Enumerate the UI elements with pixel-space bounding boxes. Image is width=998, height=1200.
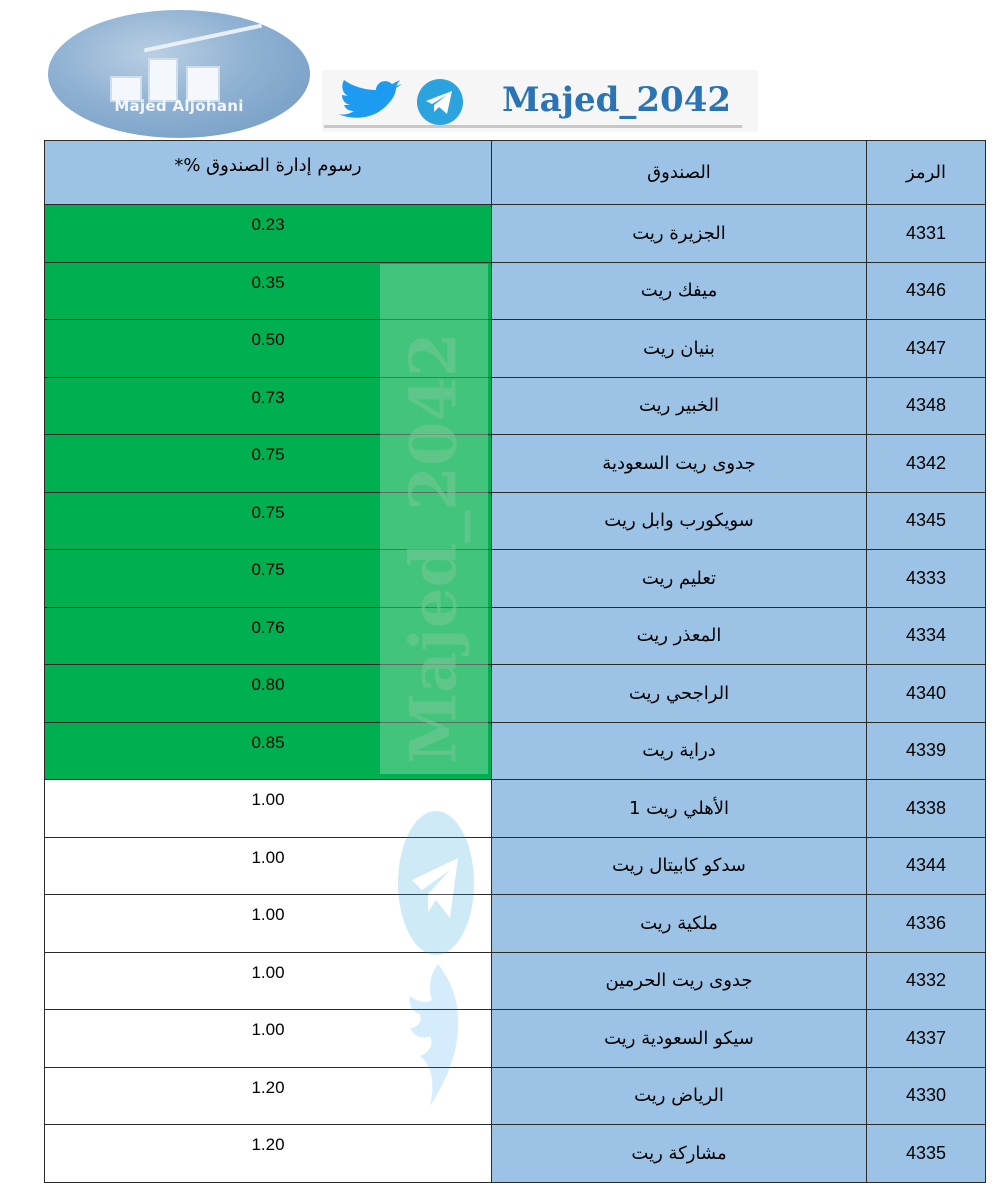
fund-name-cell: الخبير ريت: [492, 377, 867, 435]
fund-code-cell: 4344: [867, 837, 986, 895]
fee-cell: 0.35: [45, 262, 492, 320]
fee-cell: 0.50: [45, 320, 492, 378]
twitter-icon: [334, 80, 404, 124]
fund-name-cell: الجزيرة ريت: [492, 205, 867, 263]
fund-code-cell: 4338: [867, 780, 986, 838]
fund-code-cell: 4332: [867, 952, 986, 1010]
banner-underline: [324, 125, 742, 128]
table-row: [45, 492, 986, 550]
fee-cell: 0.75: [45, 550, 492, 608]
fund-code-cell: 4331: [867, 205, 986, 263]
handle-banner: [322, 70, 758, 132]
fee-cell: 0.80: [45, 665, 492, 723]
fee-cell: 0.75: [45, 435, 492, 493]
watermark-text: Majed_2042: [396, 332, 472, 764]
table-row: [45, 1067, 986, 1125]
logo: [48, 10, 310, 138]
fund-code-cell: 4339: [867, 722, 986, 780]
fund-name-cell: سويكورب وابل ريت: [492, 492, 867, 550]
fund-code-cell: 4345: [867, 492, 986, 550]
fund-code-cell: 4340: [867, 665, 986, 723]
fee-cell: 0.85: [45, 722, 492, 780]
handle-text: Majed_2042: [502, 80, 732, 120]
table-row: [45, 895, 986, 953]
table-row: [45, 665, 986, 723]
fee-cell: 1.20: [45, 1125, 492, 1183]
logo-arrow: [144, 24, 262, 53]
table-row: [45, 205, 986, 263]
header-code: الرمز: [867, 141, 986, 205]
fund-name-cell: سدكو كابيتال ريت: [492, 837, 867, 895]
table-row: [45, 607, 986, 665]
fee-cell: 0.73: [45, 377, 492, 435]
table-row: [45, 262, 986, 320]
fund-code-cell: 4347: [867, 320, 986, 378]
fees-table: [44, 140, 986, 1183]
fund-code-cell: 4346: [867, 262, 986, 320]
table-row: [45, 837, 986, 895]
table-row: [45, 722, 986, 780]
fund-name-cell: الأهلي ريت 1: [492, 780, 867, 838]
header-fee: رسوم إدارة الصندوق %*: [45, 141, 492, 205]
fund-code-cell: 4348: [867, 377, 986, 435]
fund-name-cell: الراجحي ريت: [492, 665, 867, 723]
fund-name-cell: تعليم ريت: [492, 550, 867, 608]
fund-name-cell: الرياض ريت: [492, 1067, 867, 1125]
fee-cell: 1.00: [45, 1010, 492, 1068]
fund-name-cell: مشاركة ريت: [492, 1125, 867, 1183]
fee-cell: 1.00: [45, 837, 492, 895]
telegram-icon: [416, 78, 464, 126]
logo-bar: [148, 58, 178, 102]
table-row: [45, 435, 986, 493]
fee-cell: 1.20: [45, 1067, 492, 1125]
fund-name-cell: بنيان ريت: [492, 320, 867, 378]
fund-name-cell: ميفك ريت: [492, 262, 867, 320]
fund-code-cell: 4335: [867, 1125, 986, 1183]
fund-name-cell: ملكية ريت: [492, 895, 867, 953]
table-row: [45, 550, 986, 608]
fee-cell: 1.00: [45, 895, 492, 953]
logo-text: Majed Aljohani: [114, 97, 244, 115]
fee-cell: 0.23: [45, 205, 492, 263]
fund-code-cell: 4333: [867, 550, 986, 608]
fund-name-cell: المعذر ريت: [492, 607, 867, 665]
fee-cell: 1.00: [45, 952, 492, 1010]
fee-cell: 0.75: [45, 492, 492, 550]
table-row: [45, 320, 986, 378]
table-row: [45, 377, 986, 435]
fee-cell: 0.76: [45, 607, 492, 665]
fund-name-cell: جدوى ريت الحرمين: [492, 952, 867, 1010]
table-row: [45, 952, 986, 1010]
table-row: [45, 1010, 986, 1068]
table-row: [45, 1125, 986, 1183]
fund-name-cell: جدوى ريت السعودية: [492, 435, 867, 493]
fund-code-cell: 4330: [867, 1067, 986, 1125]
table-header-row: [45, 141, 986, 205]
fee-cell: 1.00: [45, 780, 492, 838]
table-row: [45, 780, 986, 838]
fund-code-cell: 4336: [867, 895, 986, 953]
header-fund: الصندوق: [492, 141, 867, 205]
fund-code-cell: 4337: [867, 1010, 986, 1068]
fund-name-cell: دراية ريت: [492, 722, 867, 780]
fund-name-cell: سيكو السعودية ريت: [492, 1010, 867, 1068]
fund-code-cell: 4334: [867, 607, 986, 665]
fund-code-cell: 4342: [867, 435, 986, 493]
